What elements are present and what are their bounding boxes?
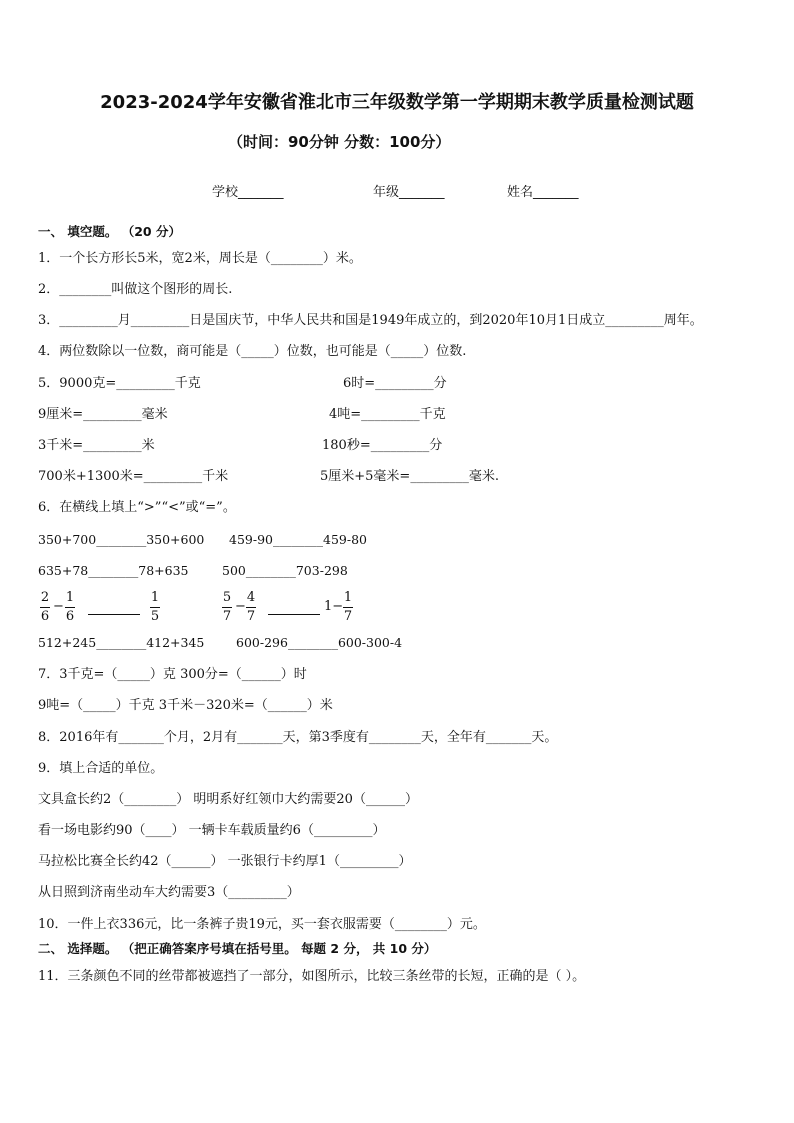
fraction-2-6: 2 6 (40, 590, 50, 624)
fraction-4-7: 4 7 (246, 590, 256, 624)
fraction-1-7: 1 7 (343, 590, 353, 624)
question-5-row-3a: 3千米=_________米 (38, 438, 155, 453)
answer-blank[interactable] (88, 614, 140, 615)
question-6-row-1b: 459-90________459-80 (229, 532, 367, 547)
exam-time-score: （时间：90分钟 分数：100分） (228, 133, 451, 151)
question-5-row-4a: 700米+1300米=_________千米 (38, 469, 229, 484)
question-9-row-2: 看一场电影约90（____） 一辆卡车载质量约6（_________） (38, 823, 386, 838)
question-8: 8．2016年有_______个月，2月有_______天，第3季度有________天，全年有_______天。 (38, 730, 558, 745)
one-minus: 1− (324, 599, 344, 614)
answer-blank[interactable] (268, 614, 320, 615)
question-5-row-1b: 6时=_________分 (343, 376, 447, 391)
question-10: 10．一件上衣336元，比一条裤子贵19元，买一套衣服需要（________）元。 (38, 917, 486, 932)
minus-sign: − (53, 599, 64, 614)
question-5-row-1a: 5．9000克=_________千克 (38, 376, 201, 391)
fraction-1-6: 1 6 (65, 590, 75, 624)
question-4: 4．两位数除以一位数，商可能是（_____）位数，也可能是（_____）位数. (38, 344, 467, 359)
question-5-row-2a: 9厘米=_________毫米 (38, 407, 168, 422)
question-9-row-3: 马拉松比赛全长约42（______） 一张银行卡约厚1（_________） (38, 854, 412, 869)
question-6-row-2b: 500________703-298 (222, 563, 348, 578)
minus-sign: − (235, 599, 246, 614)
question-5-row-3b: 180秒=_________分 (322, 438, 443, 453)
question-1: 1．一个长方形长5米，宽2米，周长是（________）米。 (38, 251, 362, 266)
question-7-row-2: 9吨=（_____）千克 3千米－320米=（______）米 (38, 698, 333, 713)
question-9-row-4: 从日照到济南坐动车大约需要3（_________） (38, 885, 300, 900)
question-6-row-2a: 635+78________78+635 (38, 563, 189, 578)
grade-field: 年级_______ (373, 185, 445, 200)
question-11: 11．三条颜色不同的丝带都被遮挡了一部分，如图所示，比较三条丝带的长短，正确的是（ ）。 (38, 969, 586, 984)
question-7-row-1: 7．3千克=（_____）克 300分=（______）时 (38, 667, 307, 682)
question-5-row-4b: 5厘米+5毫米=_________毫米. (320, 469, 499, 484)
school-field: 学校_______ (212, 185, 284, 200)
section-1-heading: 一、 填空题。 （20 分） (38, 224, 181, 239)
question-6-row-4a: 512+245________412+345 (38, 635, 205, 650)
question-3: 3．_________月_________日是国庆节，中华人民共和国是1949年成立的，到2020年10月1日成立_________周年。 (38, 313, 703, 328)
question-6-row-4b: 600-296________600-300-4 (236, 635, 403, 650)
fraction-1-5: 1 5 (150, 590, 160, 624)
fraction-5-7: 5 7 (222, 590, 232, 624)
question-2: 2．________叫做这个图形的周长. (38, 282, 233, 297)
page-title: 2023-2024学年安徽省淮北市三年级数学第一学期期末教学质量检测试题 (100, 92, 694, 113)
question-9-stem: 9．填上合适的单位。 (38, 761, 164, 776)
question-6-row-1a: 350+700________350+600 (38, 532, 205, 547)
section-2-heading: 二、 选择题。 （把正确答案序号填在括号里。 每题 2 分， 共 10 分） (38, 941, 437, 956)
question-6-stem: 6．在横线上填上“>”“<”或“=”。 (38, 500, 236, 515)
name-field: 姓名_______ (507, 185, 579, 200)
question-9-row-1: 文具盒长约2（________） 明明系好红领巾大约需要20（______） (38, 792, 418, 807)
question-5-row-2b: 4吨=_________千克 (329, 407, 446, 422)
